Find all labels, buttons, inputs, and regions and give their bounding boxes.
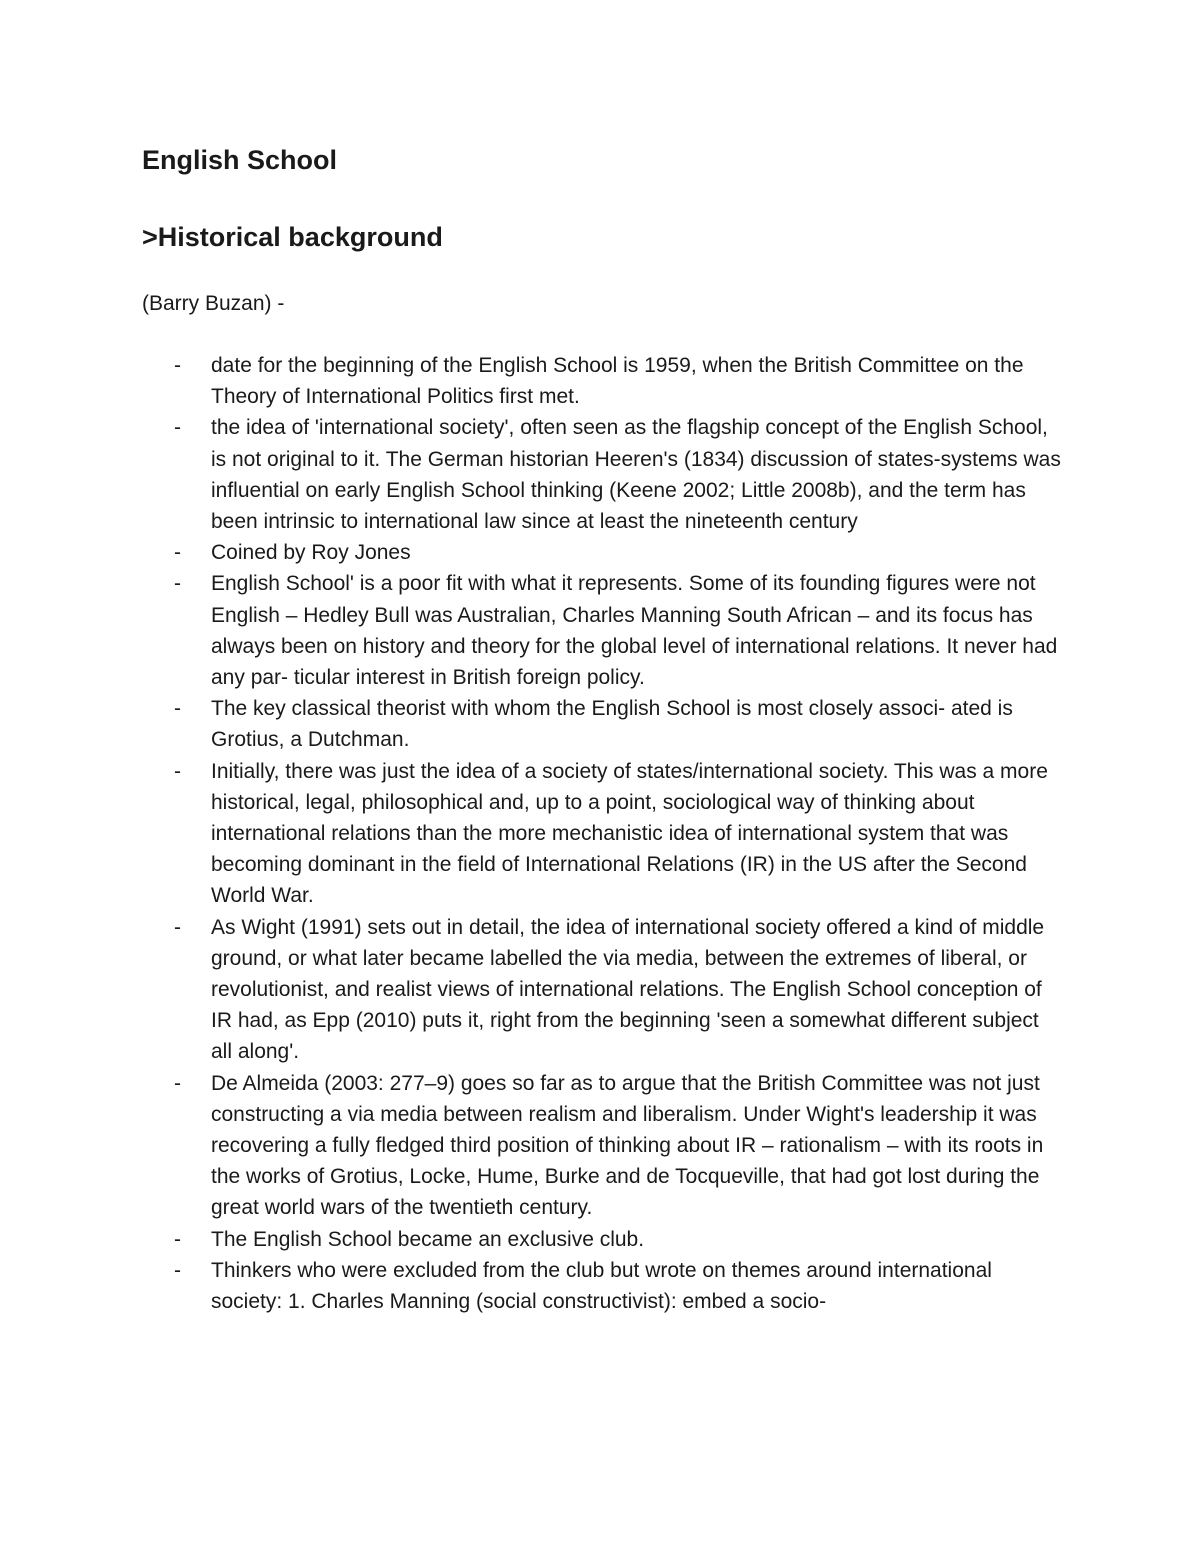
bullet-item bbox=[0, 350, 1063, 412]
bullet-text: De Almeida (2003: 277–9) goes so far as to argue that the British Committee was not just constructing a via media between realism and liberalism. Under Wight's leadership it was recovering a fully fledged third position of thinking about IR – rationalism – with its roots in the works of Grotius, Locke, Hume, Burke and de Tocqueville, that had got lost during the great world wars of the twentieth century. bbox=[211, 1071, 1044, 1220]
bullet-text: English School' is a poor fit with what it represents. Some of its founding figures were not English – Hedley Bull was Australian, Charles Manning South African – and its focus has always been on history and theory for the global level of international relations. It never had any par- ticular interest in British foreign policy. bbox=[211, 572, 1058, 690]
bullet-item bbox=[0, 693, 1063, 755]
bullet-item bbox=[0, 1224, 1063, 1255]
document-title: English School bbox=[142, 145, 338, 175]
bullet-text: the idea of 'international society', often seen as the flagship concept of the English School, is not original to it. The German historian Heeren's (1834) discussion of states-systems was influential on early English School thinking (Keene 2002; Little 2008b), and the term has been intrinsic to international law since at least the nineteenth century bbox=[211, 416, 1061, 534]
bullet-dash: - bbox=[174, 572, 181, 596]
bullet-text: As Wight (1991) sets out in detail, the idea of international society offered a kind of middle ground, or what later became labelled the via media, between the extremes of liberal, or revolutionist, and realist views of international relations. The English School conception of IR had, as Epp (2010) puts it, right from the beginning 'seen a somewhat different subject all along'. bbox=[211, 915, 1045, 1064]
bullet-dash: - bbox=[174, 697, 181, 721]
bullet-text: date for the beginning of the English School is 1959, when the British Committee on the Theory of International Politics first met. bbox=[211, 354, 1024, 409]
bullet-list bbox=[0, 350, 1200, 1317]
bullet-dash: - bbox=[174, 416, 181, 440]
bullet-dash: - bbox=[174, 1071, 181, 1095]
bullet-item bbox=[0, 537, 1063, 568]
author-line: (Barry Buzan) - bbox=[142, 292, 285, 315]
bullet-item bbox=[0, 1068, 1063, 1224]
bullet-text: The key classical theorist with whom the English School is most closely associ- ated is Grotius, a Dutchman. bbox=[211, 697, 1013, 752]
bullet-item bbox=[0, 412, 1063, 537]
bullet-dash: - bbox=[174, 541, 181, 565]
bullet-text: The English School became an exclusive club. bbox=[211, 1227, 645, 1251]
bullet-text: Initially, there was just the idea of a society of states/international society. This was a more historical, legal, philosophical and, up to a point, sociological way of thinking about international relations than the more mechanistic idea of international system that was becoming dominant in the field of International Relations (IR) in the US after the Second World War. bbox=[211, 759, 1048, 908]
bullet-dash: - bbox=[174, 759, 181, 783]
bullet-text: Thinkers who were excluded from the club but wrote on themes around international society: 1. Charles Manning (social constructivist): embed a socio- bbox=[211, 1258, 992, 1314]
bullet-item bbox=[0, 1255, 1063, 1317]
bullet-item bbox=[0, 912, 1063, 1068]
bullet-dash: - bbox=[174, 915, 181, 939]
bullet-dash: - bbox=[174, 354, 181, 377]
section-heading: >Historical background bbox=[142, 222, 443, 252]
bullet-item bbox=[0, 568, 1063, 693]
bullet-dash: - bbox=[174, 1227, 181, 1251]
bullet-text: Coined by Roy Jones bbox=[211, 541, 411, 565]
bullet-item bbox=[0, 756, 1063, 912]
bullet-dash: - bbox=[174, 1258, 181, 1282]
